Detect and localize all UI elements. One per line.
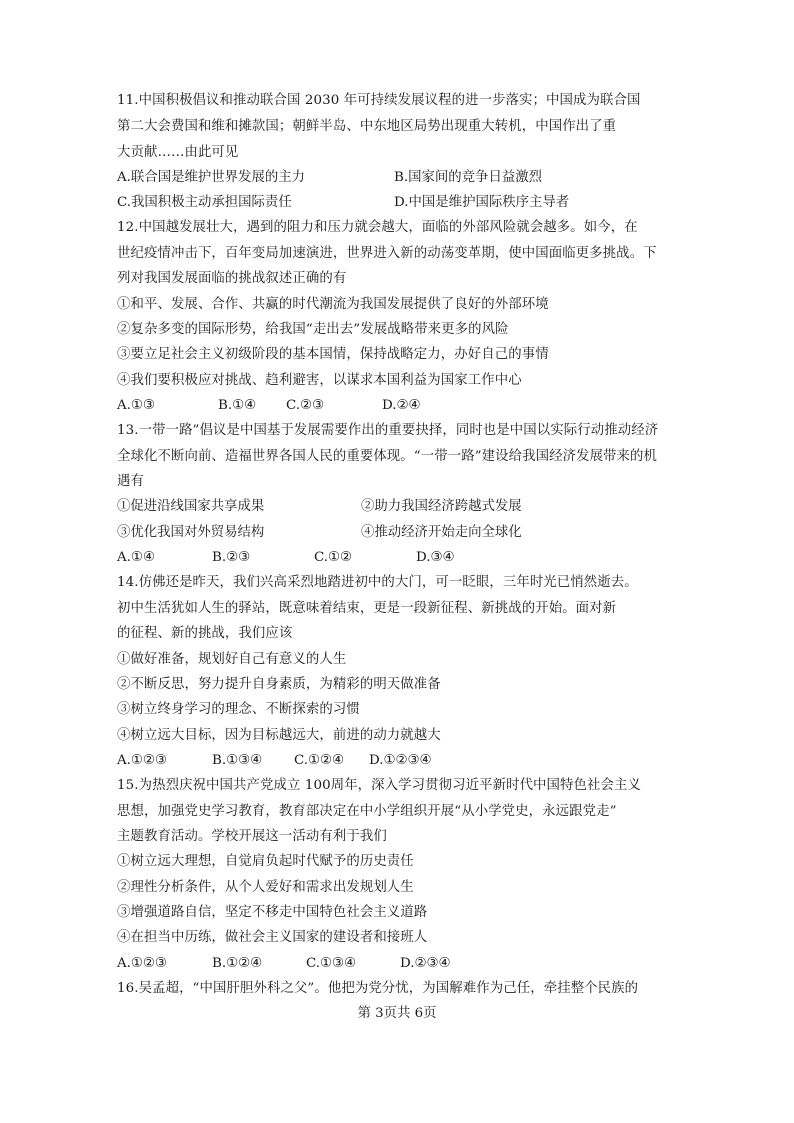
q12-line-3: 列对我国发展面临的挑战叙述正确的有 — [117, 271, 347, 286]
q14-line-3: 的征程、新的挑战，我们应该 — [117, 626, 293, 641]
q13-line-2: 全球化不断向前、造福世界各国人民的重要体现。“一带一路”建设给我国经济发展带来的机 — [117, 449, 658, 464]
q11-line-1: 11.中国积极倡议和推动联合国 2030 年可持续发展议程的进一步落实；中国成为联合国 — [117, 93, 641, 108]
q14-line-2: 初中生活犹如人生的驿站，既意味着结束，更是一段新征程、新挑战的开始。面对新 — [117, 601, 617, 616]
q14-item-3: ③树立终身学习的理念、不断探索的习惯 — [117, 702, 360, 717]
q12-line-1: 12.中国越发展壮大，遇到的阻力和压力就会越大，面临的外部风险就会越多。如今，在 — [117, 220, 638, 235]
q13-option-b: B.②③ — [212, 550, 251, 565]
q13-line-3: 遇有 — [117, 474, 144, 489]
q15-option-d: D.②③④ — [400, 956, 451, 971]
q14-option-d: D.①②③④ — [369, 753, 432, 768]
q14-item-2: ②不断反思，努力提升自身素质，为精彩的明天做准备 — [117, 677, 441, 692]
q13-item-3: ③优化我国对外贸易结构 — [117, 525, 265, 540]
q15-option-a: A.①②③ — [117, 956, 167, 971]
page-number: 第 3页共 6页 — [357, 1006, 437, 1021]
q13-option-c: C.①② — [314, 550, 353, 565]
q11-option-a: A.联合国是维护世界发展的主力 — [117, 170, 306, 185]
q13-option-d: D.③④ — [416, 550, 455, 565]
q11-line-2: 第二大会费国和维和摊款国；朝鲜半岛、中东地区局势出现重大转机，中国作出了重 — [117, 119, 617, 134]
q12-item-1: ①和平、发展、合作、共赢的时代潮流为我国发展提供了良好的外部环境 — [117, 297, 549, 312]
q11-option-c: C.我国积极主动承担国际责任 — [117, 195, 292, 210]
q11-option-d: D.中国是维护国际秩序主导者 — [394, 195, 570, 210]
q13-option-a: A.①④ — [117, 550, 155, 565]
q14-option-c: C.①②④ — [294, 753, 345, 768]
q14-item-1: ①做好准备，规划好自己有意义的人生 — [117, 652, 347, 667]
q12-item-4: ④我们要积极应对挑战、趋利避害，以谋求本国利益为国家工作中心 — [117, 373, 522, 388]
q15-line-1: 15.为热烈庆祝中国共产党成立 100周年，深入学习贯彻习近平新时代中国特色社会主义 — [117, 778, 641, 793]
q12-item-2: ②复杂多变的国际形势，给我国“走出去”发展战略带来更多的风险 — [117, 322, 509, 337]
q15-line-2: 思想，加强党史学习教育，教育部决定在中小学组织开展“从小学党史，永远跟党走” — [117, 804, 617, 819]
q15-line-3: 主题教育活动。学校开展这一活动有利于我们 — [117, 829, 387, 844]
q14-option-a: A.①②③ — [117, 753, 167, 768]
q14-item-4: ④树立远大目标，因为目标越远大，前进的动力就越大 — [117, 728, 441, 743]
q15-item-2: ②理性分析条件，从个人爱好和需求出发规划人生 — [117, 880, 414, 895]
q12-item-3: ③要立足社会主义初级阶段的基本国情，保持战略定力，办好自己的事情 — [117, 347, 549, 362]
q15-option-b: B.①②④ — [212, 956, 263, 971]
q11-line-3: 大贡献……由此可见 — [117, 145, 239, 160]
q13-line-1: 13.一带一路”倡议是中国基于发展需要作出的重要抉择，同时也是中国以实际行动推动经济 — [117, 423, 659, 438]
q12-option-d: D.②④ — [382, 398, 421, 413]
q13-item-4: ④推动经济开始走向全球化 — [361, 525, 522, 540]
q15-item-1: ①树立远大理想，自觉肩负起时代赋予的历史责任 — [117, 854, 414, 869]
q11-option-b: B.国家间的竞争日益激烈 — [394, 170, 543, 185]
q15-item-3: ③增强道路自信，坚定不移走中国特色社会主义道路 — [117, 905, 428, 920]
q13-item-2: ②助力我国经济跨越式发展 — [361, 499, 522, 514]
q14-option-b: B.①③④ — [212, 753, 263, 768]
q12-option-c: C.②③ — [286, 398, 325, 413]
q13-item-1: ①促进沿线国家共享成果 — [117, 499, 265, 514]
q15-option-c: C.①③④ — [306, 956, 357, 971]
q12-option-b: B.①④ — [218, 398, 257, 413]
q12-line-2: 世纪疫情冲击下，百年变局加速演进，世界进入新的动荡变革期，使中国面临更多挑战。下 — [117, 246, 657, 261]
q16-line-1: 16.吴孟超，“中国肝胆外科之父”。他把为党分忧，为国解难作为己任，牵挂整个民族的 — [117, 981, 639, 996]
q12-option-a: A.①③ — [117, 398, 155, 413]
q14-line-1: 14.仿佛还是昨天，我们兴高采烈地踏进初中的大门，可一眨眼，三年时光已悄然逝去。 — [117, 575, 638, 590]
q15-item-4: ④在担当中历练，做社会主义国家的建设者和接班人 — [117, 930, 428, 945]
